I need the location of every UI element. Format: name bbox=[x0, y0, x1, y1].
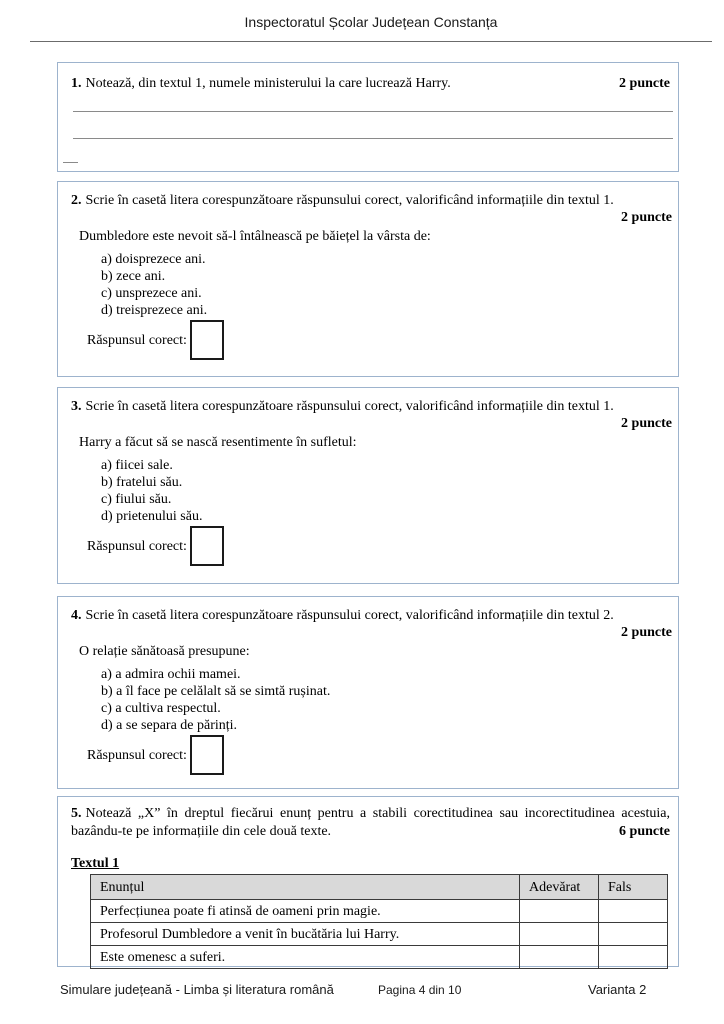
question-number: 4. bbox=[71, 608, 82, 623]
question-number: 5. bbox=[71, 806, 82, 821]
question-box-1 bbox=[57, 62, 679, 172]
question-5-heading bbox=[58, 797, 678, 840]
header-cell-true: Adevărat bbox=[520, 875, 599, 900]
footer-variant: Varianta 2 bbox=[588, 982, 647, 997]
options-list bbox=[101, 251, 678, 319]
statement-cell: Perfecțiunea poate fi atinsă de oameni prin magie. bbox=[91, 900, 520, 923]
question-stem: Harry a făcut să se nască resentimente în sufletul: bbox=[79, 435, 357, 450]
answer-label: Răspunsul corect: bbox=[87, 538, 187, 554]
true-false-table bbox=[90, 874, 668, 969]
question-number: 1. bbox=[71, 76, 82, 91]
question-text: Notează, din textul 1, numele ministerului la care lucrează Harry. bbox=[85, 76, 451, 91]
answer-cell-true[interactable] bbox=[520, 923, 599, 946]
question-stem: Dumbledore este nevoit să-l întâlnească pe băiețel la vârsta de: bbox=[79, 229, 431, 244]
question-text: Scrie în casetă litera corespunzătoare răspunsului corect, valorificând informațiile din textul 2. bbox=[85, 608, 614, 623]
options-list bbox=[101, 666, 678, 734]
points-label: 2 puncte bbox=[619, 76, 670, 91]
question-number: 2. bbox=[71, 193, 82, 208]
option-a: a) doisprezece ani. bbox=[101, 252, 206, 267]
header-cell-false: Fals bbox=[599, 875, 668, 900]
table-row bbox=[91, 946, 668, 969]
answer-write-line[interactable] bbox=[73, 112, 673, 139]
question-2-heading bbox=[58, 182, 678, 209]
answer-cell-false[interactable] bbox=[599, 946, 668, 969]
header-cell-statement: Enunțul bbox=[91, 875, 520, 900]
question-text: Scrie în casetă litera corespunzătoare răspunsului corect, valorificând informațiile din textul 1. bbox=[85, 193, 614, 208]
answer-row bbox=[87, 525, 678, 566]
option-b: b) fratelui său. bbox=[101, 475, 183, 490]
question-box-2 bbox=[57, 181, 679, 377]
points-label: 2 puncte bbox=[621, 416, 672, 431]
footer-page-number: Pagina 4 din 10 bbox=[378, 983, 462, 997]
table-row bbox=[91, 923, 668, 946]
answer-cell-true[interactable] bbox=[520, 946, 599, 969]
option-d: d) prietenului său. bbox=[101, 509, 203, 524]
answer-input-box[interactable] bbox=[190, 526, 224, 566]
points-label: 2 puncte bbox=[621, 210, 672, 225]
question-box-4 bbox=[57, 596, 679, 789]
answer-cell-false[interactable] bbox=[599, 923, 668, 946]
question-number: 3. bbox=[71, 399, 82, 414]
question-box-3 bbox=[57, 387, 679, 584]
question-3-heading bbox=[58, 388, 678, 415]
question-4-heading bbox=[58, 597, 678, 624]
option-a: a) a admira ochii mamei. bbox=[101, 667, 241, 682]
question-text: Scrie în casetă litera corespunzătoare răspunsului corect, valorificând informațiile din textul 1. bbox=[85, 399, 614, 414]
answer-label: Răspunsul corect: bbox=[87, 747, 187, 763]
answer-cell-true[interactable] bbox=[520, 900, 599, 923]
header-title: Inspectoratul Școlar Județean Constanța bbox=[244, 14, 498, 30]
option-a: a) fiicei sale. bbox=[101, 458, 173, 473]
question-box-5 bbox=[57, 796, 679, 967]
statement-cell: Este omenesc a suferi. bbox=[91, 946, 520, 969]
table-row bbox=[91, 900, 668, 923]
table-header-row bbox=[91, 875, 668, 900]
option-c: c) fiului său. bbox=[101, 492, 172, 507]
footer-exam-title: Simulare județeană - Limba și literatura română bbox=[60, 982, 334, 997]
answer-input-box[interactable] bbox=[190, 735, 224, 775]
document-footer bbox=[0, 980, 724, 1002]
document-header bbox=[30, 0, 712, 42]
answer-input-box[interactable] bbox=[190, 320, 224, 360]
statement-cell: Profesorul Dumbledore a venit în bucătăria lui Harry. bbox=[91, 923, 520, 946]
answer-row bbox=[87, 734, 678, 775]
option-b: b) zece ani. bbox=[101, 269, 166, 284]
question-text: Notează „X” în dreptul fiecărui enunț pentru a stabili corectitudinea sau incorectitudinea acestuia, bazându-te pe informațiile din cele două texte. bbox=[71, 806, 670, 839]
answer-row bbox=[87, 319, 678, 360]
answer-write-line[interactable] bbox=[63, 139, 78, 163]
option-d: d) treisprezece ani. bbox=[101, 303, 208, 318]
question-1-heading bbox=[58, 63, 678, 92]
answer-cell-false[interactable] bbox=[599, 900, 668, 923]
answer-label: Răspunsul corect: bbox=[87, 332, 187, 348]
option-d: d) a se separa de părinți. bbox=[101, 718, 238, 733]
option-c: c) a cultiva respectul. bbox=[101, 701, 221, 716]
option-b: b) a îl face pe celălalt să se simtă rușinat. bbox=[101, 684, 331, 699]
points-label: 6 puncte bbox=[619, 823, 670, 839]
option-c: c) unsprezece ani. bbox=[101, 286, 202, 301]
options-list bbox=[101, 457, 678, 525]
points-label: 2 puncte bbox=[621, 625, 672, 640]
answer-write-line[interactable] bbox=[73, 92, 673, 112]
table-section-title: Textul 1 bbox=[71, 856, 120, 871]
question-stem: O relație sănătoasă presupune: bbox=[79, 644, 250, 659]
